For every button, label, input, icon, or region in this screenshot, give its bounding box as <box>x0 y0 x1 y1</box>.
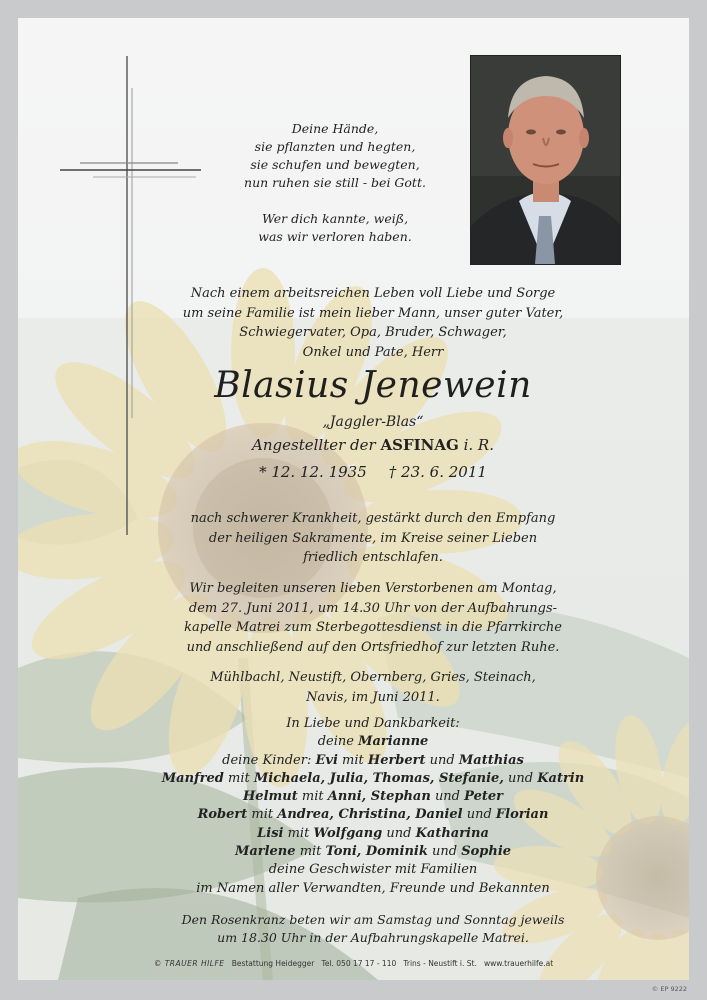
family-conj: mit <box>342 752 364 768</box>
passing-line: friedlich entschlafen. <box>303 550 443 565</box>
website-link[interactable]: www.trauerhilfe.at <box>484 959 554 968</box>
family-name: Peter <box>464 789 503 805</box>
funeral-line: dem 27. Juni 2011, um 14.30 Uhr von der Aufbahrungs- <box>188 600 558 616</box>
family-line <box>148 752 598 770</box>
occupation-suffix: i. R. <box>463 436 494 454</box>
family-conj: und <box>466 807 492 823</box>
poem-line: sie schufen und bewegten, <box>250 157 420 172</box>
undertaker-name: Bestattung Heidegger <box>231 959 315 968</box>
family-conj: und <box>432 844 458 860</box>
rosary-line: um 18.30 Uhr in der Aufbahrungskapelle Matrei. <box>217 930 529 945</box>
places-line: Mühlbachl, Neustift, Obernberg, Gries, Steinach, <box>210 670 536 685</box>
family-conj: mit <box>228 770 250 786</box>
funeral-line: Wir begleiten unseren lieben Verstorbenen am Montag, <box>189 581 557 596</box>
wife-prefix: deine <box>317 734 354 750</box>
funeral-line: kapelle Matrei zum Sterbegottesdienst in die Pfarrkirche <box>184 620 562 635</box>
family-conj: mit <box>299 844 322 860</box>
passing-line: nach schwerer Krankheit, gestärkt durch den Empfang <box>190 511 556 526</box>
family-line <box>148 788 598 806</box>
family-conj: mit <box>287 825 310 841</box>
intro-text <box>168 284 578 362</box>
birth-date: * 12. 12. 1935 <box>259 463 367 481</box>
deceased-name: Blasius Jenewein <box>214 365 532 406</box>
family-list <box>148 715 598 898</box>
wife-name: Marianne <box>358 734 429 750</box>
family-conj: und <box>386 825 412 841</box>
intro-line: Onkel und Pate, Herr <box>302 344 444 360</box>
family-name: Katrin <box>537 770 585 786</box>
family-conj: mit <box>251 807 274 823</box>
family-line <box>148 770 598 788</box>
family-name: Robert <box>197 807 248 823</box>
family-line <box>148 843 598 861</box>
places-line: Navis, im Juni 2011. <box>306 689 440 705</box>
poem-line: was wir verloren haben. <box>258 229 412 244</box>
undertaker-phone: Tel. 050 17 17 - 110 <box>321 959 397 968</box>
obituary-card <box>18 18 689 980</box>
family-name: Matthias <box>458 752 524 768</box>
family-name: Florian <box>495 807 549 823</box>
family-name: Manfred <box>161 770 224 786</box>
family-name: Helmut <box>243 789 298 805</box>
family-line <box>148 825 598 843</box>
family-name: Anni, Stephan <box>327 789 431 805</box>
life-dates <box>168 461 578 483</box>
poem <box>230 120 440 246</box>
family-conj: und <box>434 789 461 805</box>
document-code: © EP 9222 <box>651 985 687 993</box>
passing-line: der heiligen Sakramente, im Kreise seiner Lieben <box>208 530 538 546</box>
footer <box>18 959 689 968</box>
family-conj: und <box>508 770 534 786</box>
intro-line: um seine Familie ist mein lieber Mann, unser guter Vater, <box>182 305 564 321</box>
family-conj: mit <box>301 789 324 805</box>
children-prefix: deine Kinder: <box>222 752 312 768</box>
rosary-text <box>148 911 598 947</box>
occupation <box>168 434 578 456</box>
undertaker-address: Trins - Neustift i. St. <box>403 959 477 968</box>
funeral-line: und anschließend auf den Ortsfriedhof zur letzten Ruhe. <box>186 639 560 655</box>
family-name: Wolfgang <box>313 825 383 841</box>
intro-line: Schwiegervater, Opa, Bruder, Schwager, <box>239 325 507 340</box>
places-text <box>168 668 578 707</box>
passing-text <box>168 509 578 568</box>
poem-gap <box>230 192 440 210</box>
family-name: Andrea, Christina, Daniel <box>277 807 463 823</box>
trauerhilfe-logo: © TRAUER HILFE <box>153 959 225 968</box>
family-name: Katharina <box>415 825 489 841</box>
family-wife-line <box>148 733 598 751</box>
family-opening: In Liebe und Dankbarkeit: <box>286 716 460 731</box>
nickname: „Jaggler-Blas“ <box>322 414 424 430</box>
family-name: Marlene <box>234 844 296 860</box>
family-name: Sophie <box>461 844 512 860</box>
rosary-line: Den Rosenkranz beten wir am Samstag und Sonntag jeweils <box>181 912 565 927</box>
poem-line: sie pflanzten und hegten, <box>254 139 416 154</box>
portrait-image <box>471 56 620 264</box>
family-name: Toni, Dominik <box>325 844 428 860</box>
poem-line: Wer dich kannte, weiß, <box>261 211 409 226</box>
family-name: Herbert <box>367 752 426 768</box>
poem-line: Deine Hände, <box>291 121 379 136</box>
poem-line: nun ruhen sie still - bei Gott. <box>244 175 426 190</box>
intro-line: Nach einem arbeitsreichen Leben voll Liebe und Sorge <box>190 286 556 301</box>
portrait-photo <box>470 55 621 265</box>
death-date: † 23. 6. 2011 <box>388 463 487 481</box>
family-conj: und <box>429 752 455 768</box>
occupation-prefix: Angestellter der <box>252 436 376 454</box>
funeral-text <box>158 579 588 657</box>
family-relatives: im Namen aller Verwandten, Freunde und Bekannten <box>196 880 550 896</box>
family-name: Evi <box>315 752 338 768</box>
family-name: Michaela, Julia, Thomas, Stefanie, <box>253 770 504 786</box>
family-name: Lisi <box>257 825 284 841</box>
family-siblings: deine Geschwister mit Familien <box>268 862 478 878</box>
family-line <box>148 806 598 824</box>
occupation-company: ASFINAG <box>380 436 459 454</box>
